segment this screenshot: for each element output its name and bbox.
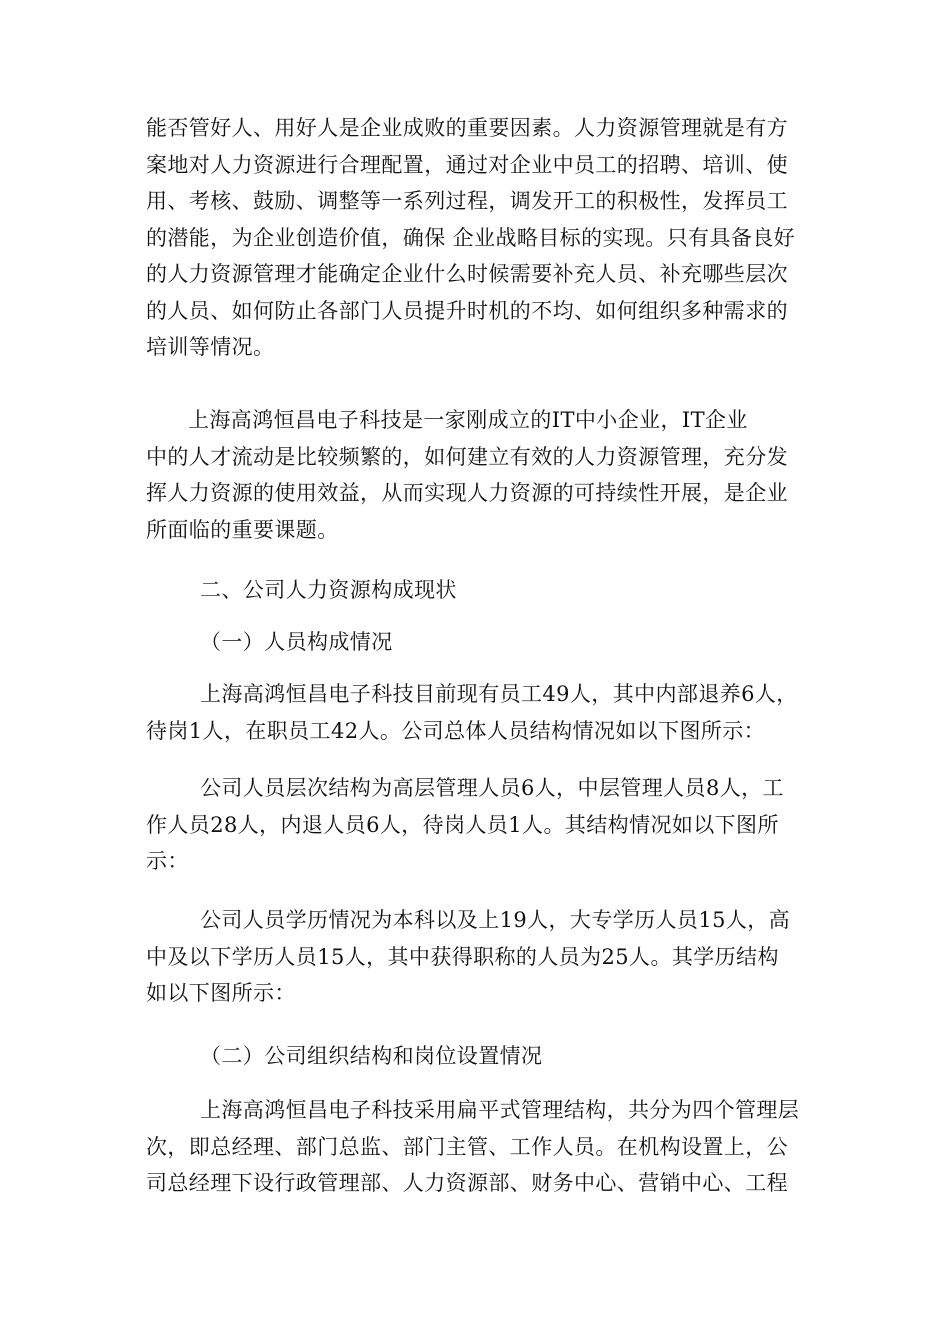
text-line: 待岗1人，在职员工42人。公司总体人员结构情况如以下图所示： (146, 718, 766, 743)
text-line: 的潜能，为企业创造价值，确保 企业战略目标的实现。只有具备良好 (146, 225, 796, 250)
subsection-heading: （二）公司组织结构和岗位设置情况 (200, 1044, 543, 1068)
paragraph-company-intro (146, 402, 806, 548)
text-line: 培训等情况。 (146, 335, 275, 359)
text-line: 上海高鸿恒昌电子科技采用扁平式管理结构，共分为四个管理层 (200, 1098, 800, 1122)
text-line: 次，即总经理、部门总监、部门主管、工作人员。在机构设置上，公 (146, 1134, 788, 1159)
text-line: 作人员28人，内退人员6人，待岗人员1人。其结构情况如以下图所 (146, 812, 779, 837)
text-line: 上海高鸿恒昌电子科技是一家刚成立的IT中小企业，IT企业 (188, 408, 748, 432)
text-line: 用、考核、鼓励、调整等一系列过程，调发开工的积极性，发挥员工 (146, 189, 788, 213)
text-line: 案地对人力资源进行合理配置，通过对企业中员工的招聘、培训、使 (146, 152, 788, 177)
text-line: 公司人员层次结构为高层管理人员6人，中层管理人员8人，工 (200, 776, 784, 800)
text-line: 中的人才流动是比较频繁的，如何建立有效的人力资源管理，充分发 (146, 444, 788, 469)
text-line: 所面临的重要课题。 (146, 517, 339, 542)
text-line: 的人员、如何防止各部门人员提升时机的不均、如何组织多种需求的 (146, 298, 788, 323)
paragraph-org-structure (146, 1092, 806, 1202)
text-line: 挥人力资源的使用效益，从而实现人力资源的可持续性开展，是企业 (146, 481, 788, 505)
paragraph-hr-importance (146, 110, 806, 366)
text-line: 公司人员学历情况为本科以及上19人，大专学历人员15人，高 (200, 908, 791, 932)
text-line: 上海高鸿恒昌电子科技目前现有员工49人，其中内部退养6人， (200, 682, 798, 706)
paragraph-staff-count (146, 676, 806, 749)
text-line: 的人力资源管理才能确定企业什么时候需要补充人员、补充哪些层次 (146, 262, 788, 286)
text-line: 司总经理下设行政管理部、人力资源部、财务中心、营销中心、工程 (146, 1171, 788, 1195)
text-line: 中及以下学历人员15人，其中获得职称的人员为25人。其学历结构 (146, 944, 779, 969)
section-heading: 二、公司人力资源构成现状 (200, 578, 457, 602)
subsection-heading: （一）人员构成情况 (200, 630, 393, 654)
paragraph-staff-levels (146, 770, 806, 880)
text-line: 示： (146, 849, 189, 873)
text-line: 能否管好人、用好人是企业成败的重要因素。人力资源管理就是有方 (146, 116, 788, 140)
paragraph-education (146, 902, 806, 1012)
text-line: 如以下图所示： (146, 981, 296, 1005)
